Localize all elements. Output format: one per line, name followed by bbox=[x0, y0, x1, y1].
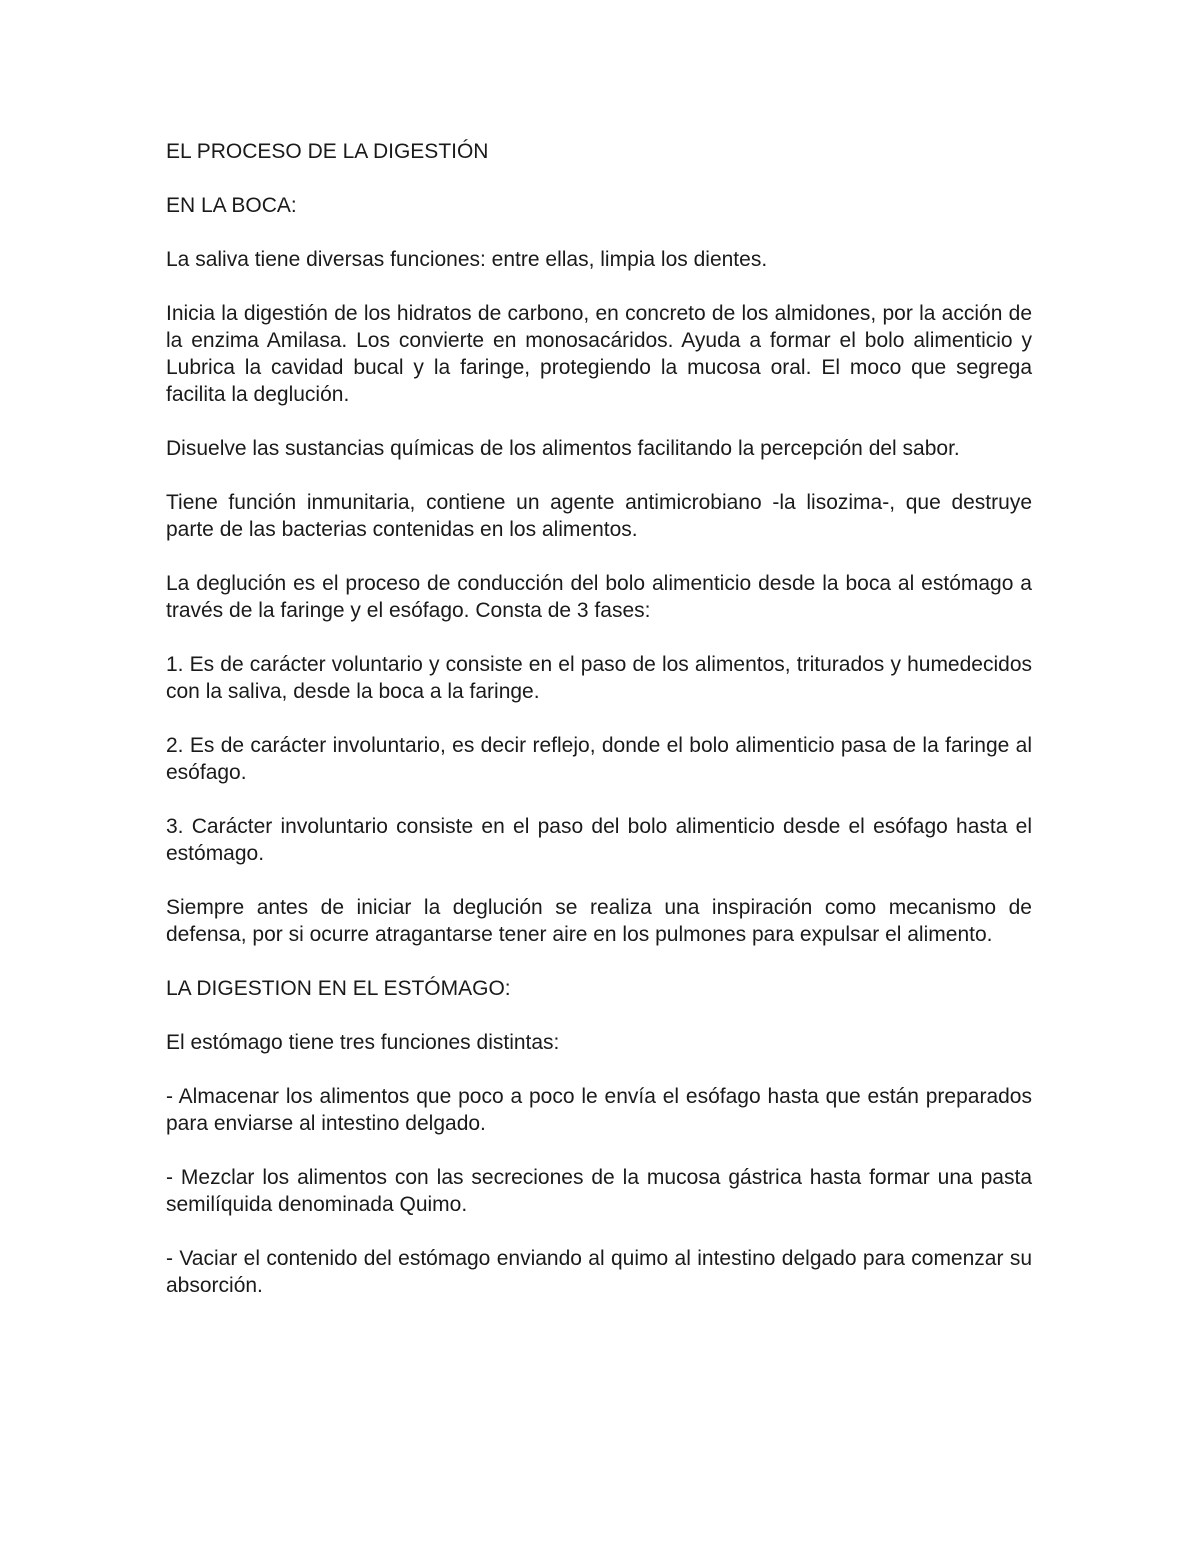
section-heading-estomago: LA DIGESTION EN EL ESTÓMAGO: bbox=[166, 977, 511, 1000]
stomach-function-2: - Mezclar los alimentos con las secreciones de la mucosa gástrica hasta formar una pasta semilíquida denominada Quimo. bbox=[166, 1166, 1032, 1216]
stomach-function-3: - Vaciar el contenido del estómago enviando al quimo al intestino delgado para comenzar su absorción. bbox=[166, 1247, 1032, 1297]
paragraph-deglution: La deglución es el proceso de conducción del bolo alimenticio desde la boca al estómago a través de la faringe y el esófago. Consta de 3 fases: bbox=[166, 572, 1032, 622]
document-page bbox=[166, 138, 1032, 1326]
document-title: EL PROCESO DE LA DIGESTIÓN bbox=[166, 140, 489, 163]
section-heading-boca: EN LA BOCA: bbox=[166, 194, 297, 217]
phase-2: 2. Es de carácter involuntario, es decir reflejo, donde el bolo alimenticio pasa de la faringe al esófago. bbox=[166, 734, 1032, 784]
paragraph-inspiration: Siempre antes de iniciar la deglución se realiza una inspiración como mecanismo de defensa, por si ocurre atragantarse tener aire en los pulmones para expulsar el alimento. bbox=[166, 896, 1032, 946]
paragraph-immune: Tiene función inmunitaria, contiene un agente antimicrobiano -la lisozima-, que destruye parte de las bacterias contenidas en los alimentos. bbox=[166, 491, 1032, 541]
paragraph-stomach-functions: El estómago tiene tres funciones distintas: bbox=[166, 1031, 560, 1054]
paragraph-digestion-start: Inicia la digestión de los hidratos de carbono, en concreto de los almidones, por la acción de la enzima Amilasa. Los convierte en monosacáridos. Ayuda a formar el bolo alimenticio y Lubrica la cavidad bucal y la faringe, protegiendo la mucosa oral. El moco que segrega facilita la deglución. bbox=[166, 302, 1032, 406]
paragraph-saliva: La saliva tiene diversas funciones: entre ellas, limpia los dientes. bbox=[166, 248, 768, 271]
paragraph-dissolve: Disuelve las sustancias químicas de los alimentos facilitando la percepción del sabor. bbox=[166, 437, 960, 460]
phase-1: 1. Es de carácter voluntario y consiste en el paso de los alimentos, triturados y humedecidos con la saliva, desde la boca a la faringe. bbox=[166, 653, 1032, 703]
stomach-function-1: - Almacenar los alimentos que poco a poco le envía el esófago hasta que están preparados para enviarse al intestino delgado. bbox=[166, 1085, 1032, 1135]
phase-3: 3. Carácter involuntario consiste en el paso del bolo alimenticio desde el esófago hasta el estómago. bbox=[166, 815, 1032, 865]
